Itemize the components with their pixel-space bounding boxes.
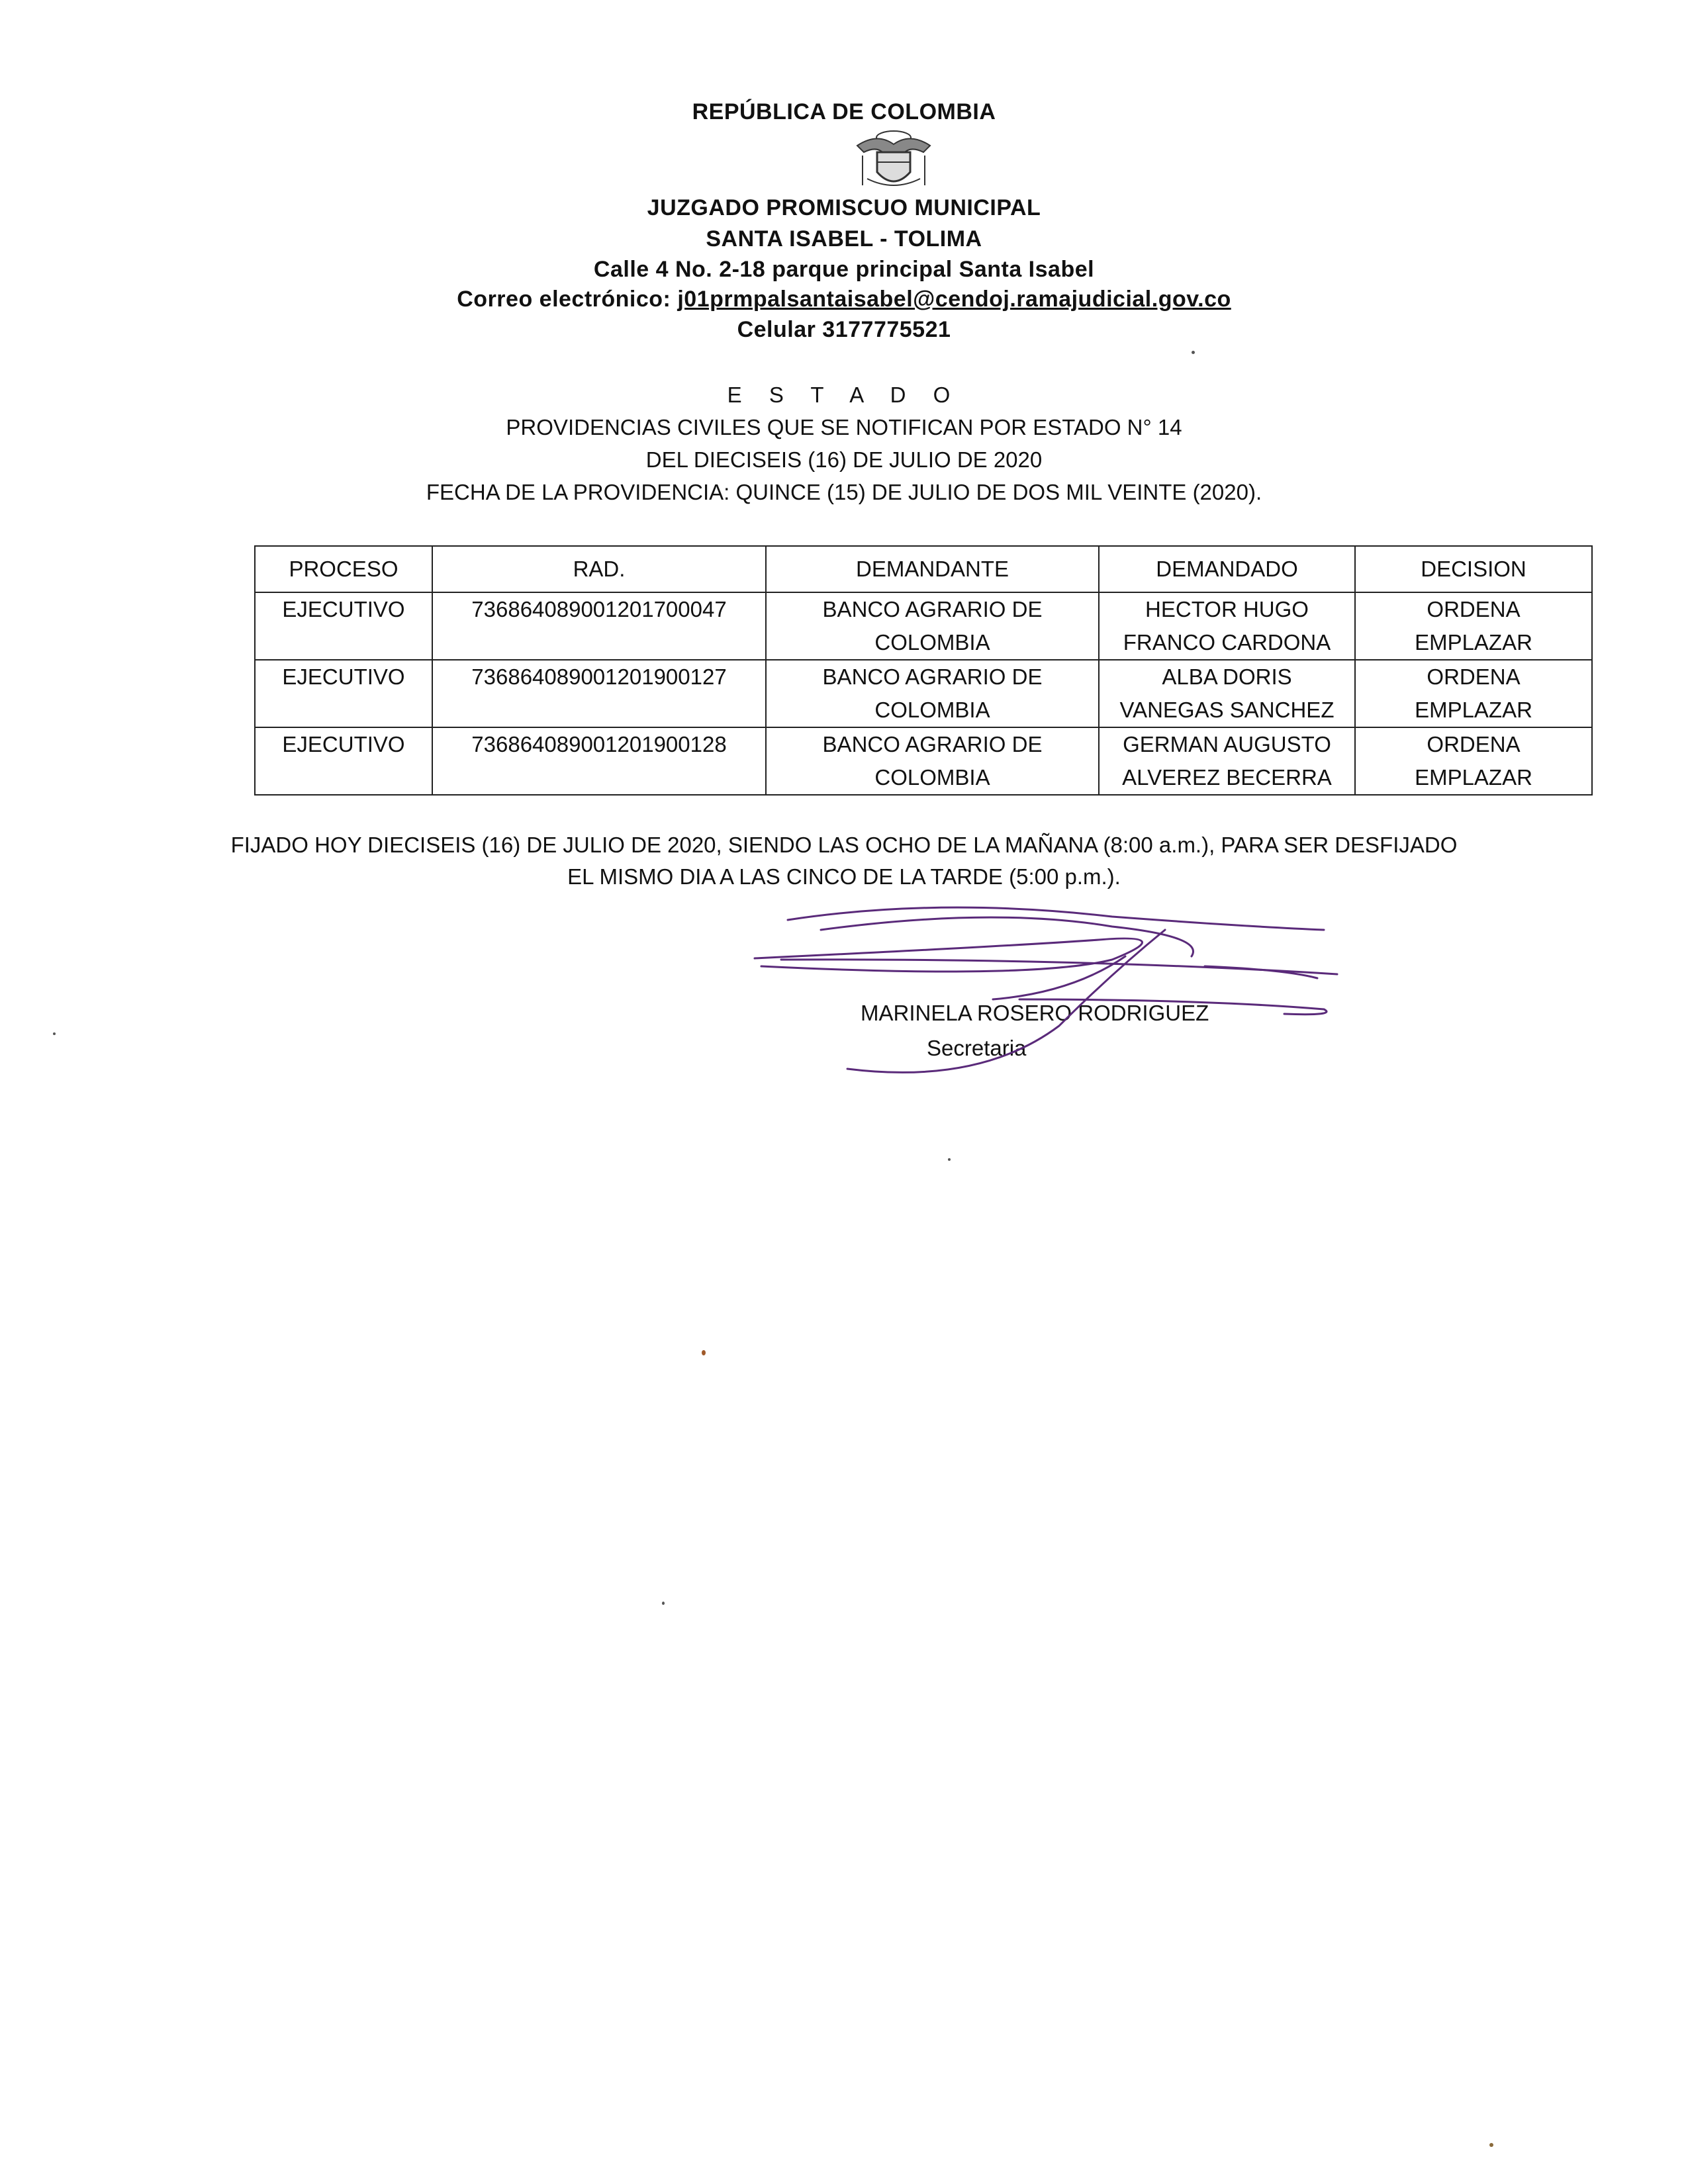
table-row [255,592,1592,660]
cell-rad: 73686408900120170004​7 [432,592,766,660]
court-name: JUZGADO PROMISCUO MUNICIPAL [647,195,1041,220]
handwritten-signature [741,900,1403,1092]
demandante-line-1: BANCO AGRARIO DE [822,597,1043,621]
scan-speck [53,1032,56,1035]
table-row [255,727,1592,795]
court-address: Calle 4 No. 2-18 parque principal Santa Isabel [593,257,1095,282]
country-heading: REPÚBLICA DE COLOMBIA [692,99,996,124]
cell-proceso: EJECUTIVO [255,660,432,727]
col-header-demandante: DEMANDANTE [766,546,1099,592]
email-link[interactable]: j01prmpalsantaisabel@cendoj.ramajudicial.gov.co [677,287,1231,312]
estado-heading: E S T A D O [727,383,961,407]
estado-table [254,545,1593,796]
cell-demandante [766,727,1099,795]
cell-demandante [766,592,1099,660]
demandado-line-2: VANEGAS SANCHEZ [1119,698,1335,722]
scan-speck [662,1602,665,1605]
col-header-demandado: DEMANDADO [1099,546,1355,592]
decision-line-2: EMPLAZAR [1415,630,1532,655]
demandante-line-2: COLOMBIA [874,630,990,655]
scan-speck [702,1350,706,1355]
cell-decision [1355,592,1592,660]
demandado-line-2: FRANCO CARDONA [1123,630,1331,655]
cell-rad: 736864089001201900127 [432,660,766,727]
scan-speck [1489,2143,1493,2147]
demandado-line-1: HECTOR HUGO [1145,597,1309,621]
decision-line-1: ORDENA [1427,597,1521,621]
demandante-line-2: COLOMBIA [874,765,990,790]
fijado-line-1: FIJADO HOY DIECISEIS (16) DE JULIO DE 2020, SIENDO LAS OCHO DE LA MAÑANA (8:00 a.m.), PARA SER DESFIJADO [230,833,1458,857]
col-header-proceso: PROCESO [255,546,432,592]
demandante-line-1: BANCO AGRARIO DE [822,732,1043,756]
demandado-line-1: ALBA DORIS [1162,664,1292,689]
demandado-line-2: ALVEREZ BECERRA [1122,765,1332,790]
decision-line-2: EMPLAZAR [1415,765,1532,790]
demandante-line-2: COLOMBIA [874,698,990,722]
email-label: Correo electrónico: [457,287,678,312]
col-header-rad: RAD. [432,546,766,592]
demandante-line-1: BANCO AGRARIO DE [822,664,1043,689]
scan-speck [948,1158,951,1161]
decision-line-1: ORDENA [1427,664,1521,689]
demandado-line-1: GERMAN AUGUSTO [1123,732,1331,756]
providencia-date: FECHA DE LA PROVIDENCIA: QUINCE (15) DE JULIO DE DOS MIL VEINTE (2020). [426,480,1262,504]
scan-speck [1192,351,1195,354]
table-row [255,660,1592,727]
notice-date: DEL DIECISEIS (16) DE JULIO DE 2020 [645,447,1043,472]
col-header-decision: DECISION [1355,546,1592,592]
cell-demandado [1099,660,1355,727]
providencias-line: PROVIDENCIAS CIVILES QUE SE NOTIFICAN POR ESTADO N° 14 [506,415,1182,439]
cell-rad: 736864089001201900128 [432,727,766,795]
decision-line-1: ORDENA [1427,732,1521,756]
court-city: SANTA ISABEL - TOLIMA [706,226,982,251]
cell-proceso: EJECUTIVO [255,592,432,660]
cell-proceso: EJECUTIVO [255,727,432,795]
table-header-row [255,546,1592,592]
cell-decision [1355,660,1592,727]
coat-of-arms-seal [851,126,937,195]
court-phone: Celular 3177775521 [737,317,951,342]
signatory-role: Secretaria [927,1036,1027,1060]
cell-decision [1355,727,1592,795]
court-email-line [0,287,1688,312]
signatory-name: MARINELA ROSERO RODRIGUEZ [861,1001,1209,1025]
decision-line-2: EMPLAZAR [1415,698,1532,722]
cell-demandante [766,660,1099,727]
cell-demandado [1099,727,1355,795]
fijado-line-2: EL MISMO DIA A LAS CINCO DE LA TARDE (5:00 p.m.). [567,864,1121,889]
cell-demandado [1099,592,1355,660]
